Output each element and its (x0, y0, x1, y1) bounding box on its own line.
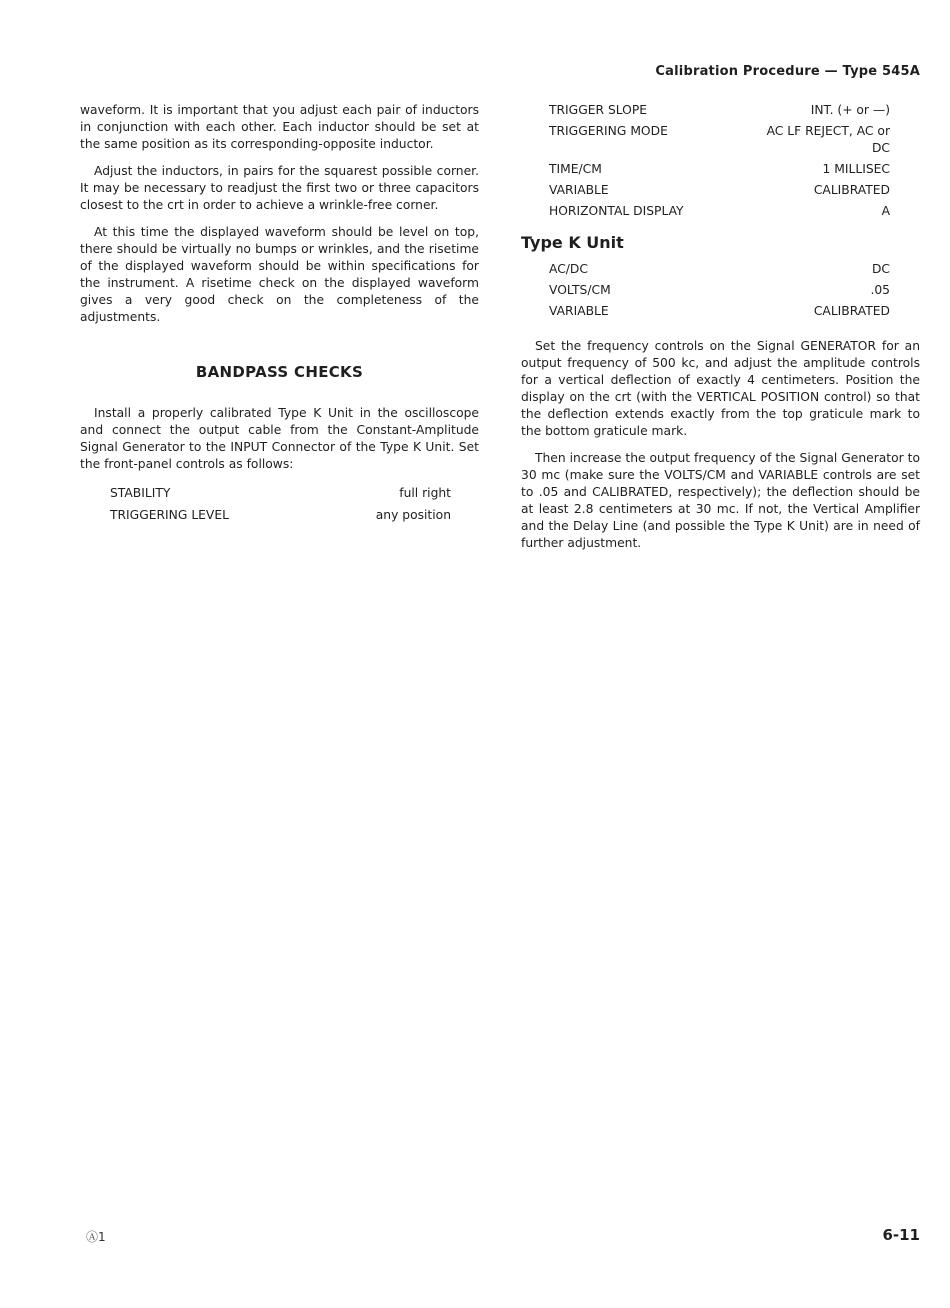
paragraph-increase-frequency: Then increase the output frequency of the Signal Generator to 30 mc (make sure the VOLTS/CM and VARIABLE controls are set to .05 and CALIBRATED, respectively); the deflection should be at least 2.8 centimeters at 30 mc. If not, the Vertical Amplifier and the Delay Line (and possible the Type K Unit) are in need of further adjustment. (521, 451, 920, 550)
setting-label: VOLTS/CM (549, 283, 611, 297)
paragraph-continuation: waveform. It is important that you adjust each pair of inductors in conjunction with each other. Each inductor should be set at the same position as its corresponding-opposite inductor. (80, 103, 479, 151)
subheading-type-k-unit: Type K Unit (521, 233, 624, 252)
setting-label: TRIGGERING MODE (549, 124, 668, 138)
running-header: Calibration Procedure — Type 545A (655, 64, 920, 79)
right-column (521, 102, 920, 562)
setting-row (549, 282, 890, 299)
setting-label: VARIABLE (549, 183, 609, 197)
paragraph-waveform-check: At this time the displayed waveform should be level on top, there should be virtually no bumps or wrinkles, and the risetime of the displayed waveform should be within specifications for the instrument. A risetime check on the displayed waveform gives a very good check on the completeness of the adjustments. (80, 225, 479, 324)
setting-label: TIME/CM (549, 162, 602, 176)
setting-label: TRIGGERING LEVEL (110, 508, 229, 522)
setting-value: AC LF REJECT, AC or DC (766, 124, 890, 155)
revision-mark: Ⓐ1 (86, 1230, 106, 1244)
setting-value: .05 (870, 283, 890, 297)
control-settings-list-k-unit (549, 261, 890, 320)
setting-value: 1 MILLISEC (822, 162, 890, 176)
left-column (80, 102, 479, 529)
setting-row (549, 123, 890, 157)
paragraph-adjust-inductors: Adjust the inductors, in pairs for the squarest possible corner. It may be necessary to readjust the first two or three capacitors closest to the crt in order to achieve a wrinkle-free corner. (80, 164, 479, 212)
setting-value: INT. (+ or —) (810, 103, 890, 117)
setting-row (549, 303, 890, 320)
section-heading-bandpass: BANDPASS CHECKS (195, 363, 364, 381)
setting-value: CALIBRATED (813, 183, 890, 197)
setting-label: STABILITY (110, 486, 171, 500)
setting-row (110, 485, 451, 502)
spacer (521, 324, 920, 338)
setting-row (549, 203, 890, 220)
paragraph-install-k-unit: Install a properly calibrated Type K Unit in the oscilloscope and connect the output cable from the Constant-Amplitude Signal Generator to the INPUT Connector of the Type K Unit. Set the front-panel controls as follows: (80, 406, 479, 471)
setting-row (549, 261, 890, 278)
setting-label: TRIGGER SLOPE (549, 103, 648, 117)
setting-value: CALIBRATED (813, 304, 890, 318)
setting-row (549, 182, 890, 199)
setting-row (549, 161, 890, 178)
setting-value: full right (399, 486, 451, 500)
setting-label: VARIABLE (549, 304, 609, 318)
page-number: 6-11 (882, 1226, 920, 1244)
setting-value: any position (375, 508, 451, 522)
setting-row (549, 102, 890, 119)
setting-value: DC (871, 262, 890, 276)
control-settings-list-main (549, 102, 890, 220)
setting-label: AC/DC (549, 262, 588, 276)
setting-value: A (881, 204, 890, 218)
setting-row (110, 507, 451, 524)
control-settings-list-left (110, 485, 451, 524)
paragraph-set-frequency: Set the frequency controls on the Signal GENERATOR for an output frequency of 500 kc, and adjust the amplitude controls for a vertical deflection of exactly 4 centimeters. Position the display on the crt (with the VERTICAL POSITION control) so that the deflection extends exactly from the top graticule mark to the bottom graticule mark. (521, 339, 920, 438)
setting-label: HORIZONTAL DISPLAY (549, 204, 684, 218)
